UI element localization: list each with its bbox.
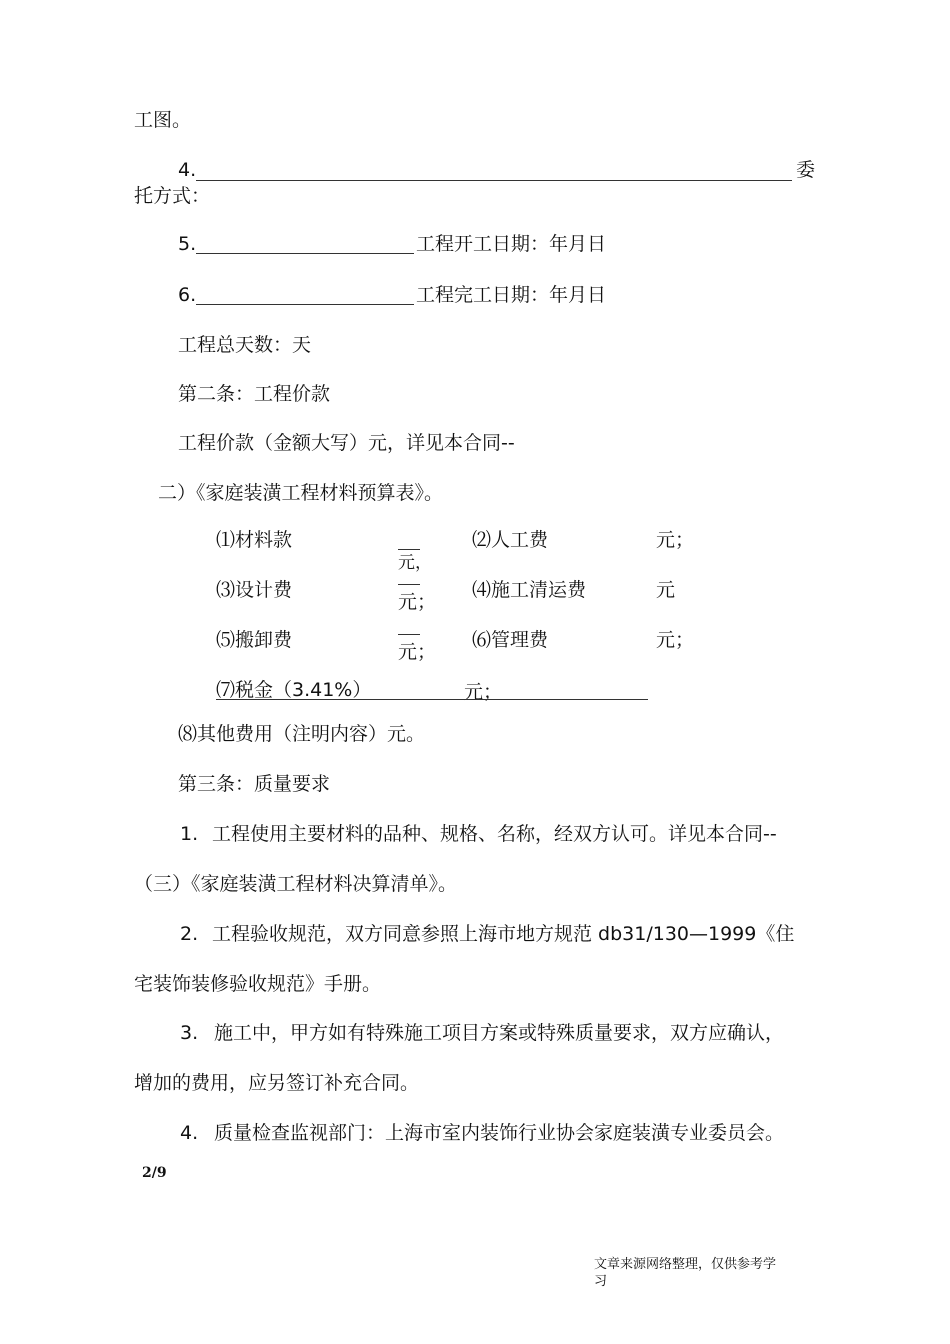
fee-unit: 元； [398, 591, 437, 613]
section-heading: 第二条：工程价款 [178, 383, 331, 405]
text-line: （三）《家庭装潢工程材料决算清单》。 [134, 873, 458, 895]
item-6-number: 6. [178, 284, 197, 306]
item-number: 1. [180, 823, 199, 845]
fill-in-blank [398, 634, 420, 635]
fee-tax: ⑺税金（3.41%） [216, 679, 372, 701]
text-line: 增加的费用，应另签订补充合同。 [134, 1072, 420, 1094]
text-line: 宅装饰装修验收规范》手册。 [134, 973, 382, 995]
fill-in-blank [398, 584, 420, 585]
text-line: 委 [796, 159, 816, 181]
fill-in-blank [196, 180, 792, 181]
text-line: 工程价款（金额大写）元，详见本合同-- [178, 432, 515, 454]
item-number: 2. [180, 923, 199, 945]
fee-unit: 元 [656, 579, 676, 601]
fee-unit: 元， [398, 553, 432, 573]
fee-unit: 元； [398, 641, 437, 663]
fee-unit: 元； [656, 529, 695, 551]
section-heading: 第三条：质量要求 [178, 773, 331, 795]
text-line: 二）《家庭装潢工程材料预算表》。 [158, 482, 444, 504]
text-line: 施工中，甲方如有特殊施工项目方案或特殊质量要求，双方应确认， [214, 1022, 785, 1044]
fee-labor: ⑵人工费 [472, 529, 549, 551]
text-line: 工图。 [134, 109, 192, 131]
fee-cleanup: ⑷施工清运费 [472, 579, 587, 601]
text-line: 质量检查监视部门：上海市室内装饰行业协会家庭装潢专业委员会。 [214, 1122, 785, 1144]
fill-in-blank [196, 253, 414, 254]
text-line: 工程使用主要材料的品种、规格、名称，经双方认可。详见本合同-- [212, 823, 777, 845]
fill-in-blank [196, 304, 414, 305]
total-days-line: 工程总天数：天 [178, 334, 312, 356]
item-4-number: 4. [178, 159, 197, 181]
source-note: 文章来源网络整理，仅供参考学 [594, 1257, 777, 1272]
fill-in-blank [216, 699, 648, 700]
fee-other: ⑻其他费用（注明内容）元。 [178, 723, 426, 745]
fee-design: ⑶设计费 [216, 579, 293, 601]
fill-in-blank [398, 549, 420, 550]
text-line: 托方式： [134, 185, 211, 207]
fee-unit: 元； [464, 681, 503, 703]
source-note: 习 [594, 1274, 608, 1289]
start-date-line: 工程开工日期：年月日 [416, 233, 607, 255]
end-date-line: 工程完工日期：年月日 [416, 284, 607, 306]
fee-unit: 元； [656, 629, 695, 651]
text-line: 工程验收规范，双方同意参照上海市地方规范 db31/130—1999《住 [212, 923, 795, 945]
fee-handling: ⑸搬卸费 [216, 629, 293, 651]
item-number: 4. [180, 1122, 199, 1144]
item-number: 3. [180, 1022, 199, 1044]
page-number: 2/9 [142, 1165, 167, 1181]
fee-management: ⑹管理费 [472, 629, 549, 651]
item-5-number: 5. [178, 233, 197, 255]
fee-material: ⑴材料款 [216, 529, 293, 551]
